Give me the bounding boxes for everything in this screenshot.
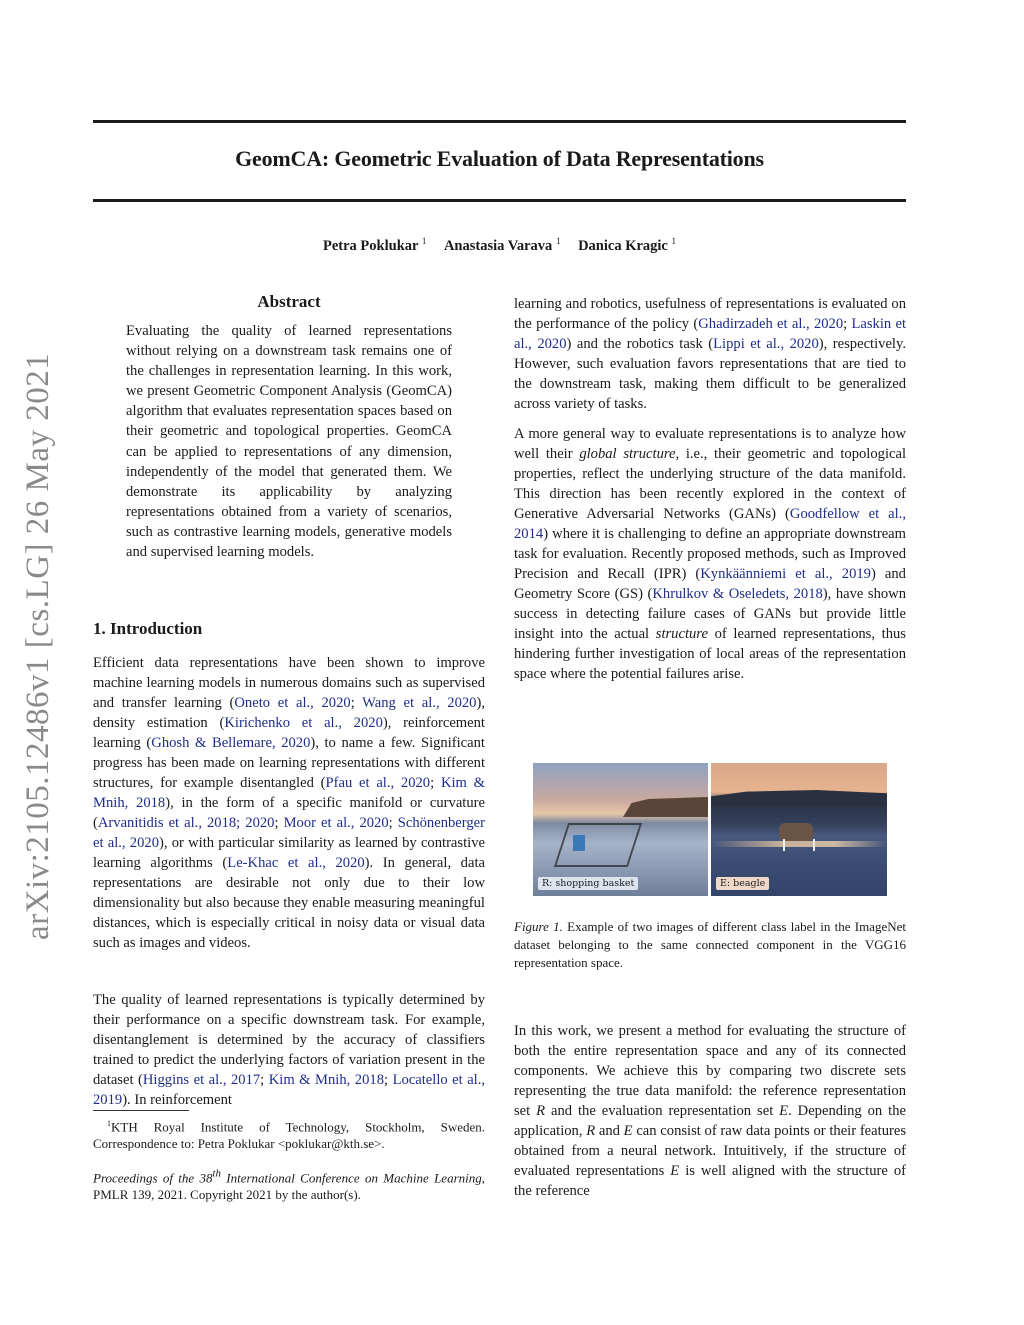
math-symbol: E bbox=[623, 1123, 633, 1139]
author-name: Anastasia Varava bbox=[443, 237, 553, 254]
citation-link[interactable]: Schönenberger et al., 2020 bbox=[93, 815, 485, 851]
citation-link[interactable]: Ghosh & Bellemare, 2020 bbox=[151, 735, 311, 751]
proceedings-venue-rest: International Conference on Machine Learning bbox=[220, 1170, 482, 1186]
affiliation-mark: 1 bbox=[555, 236, 561, 246]
emphasis: structure bbox=[655, 626, 708, 642]
footnote-affiliation bbox=[93, 1115, 485, 1152]
cart-basket-shape bbox=[573, 835, 585, 851]
author-2 bbox=[444, 238, 561, 254]
figure-label-reference: R: shopping basket bbox=[538, 877, 638, 890]
abstract-heading: Abstract bbox=[257, 292, 321, 311]
dog-legs-shape bbox=[783, 839, 815, 851]
citation-link[interactable]: Kim & Mnih, 2018 bbox=[93, 775, 485, 811]
citation-link[interactable]: Pfau et al., 2020 bbox=[325, 775, 431, 791]
affiliation-mark: 1 bbox=[421, 236, 427, 246]
figure-1 bbox=[533, 763, 887, 896]
footnote-mark: 1 bbox=[107, 1119, 111, 1128]
citation-link[interactable]: Higgins et al., 2017 bbox=[142, 1072, 261, 1088]
emphasis: global structure bbox=[579, 446, 676, 462]
citation-link[interactable]: Kynkäänniemi et al., 2019 bbox=[700, 566, 871, 582]
hill-shape bbox=[711, 790, 887, 806]
math-symbol: R bbox=[536, 1103, 546, 1119]
citation-link[interactable]: Le-Khac et al., 2020 bbox=[227, 855, 365, 871]
figure-number: Figure 1. bbox=[514, 919, 563, 934]
proceedings-copyright: , PMLR 139, 2021. Copyright 2021 by the author(s). bbox=[93, 1170, 485, 1203]
title-rule-bottom bbox=[93, 199, 906, 202]
proceedings-note bbox=[93, 1166, 485, 1203]
math-symbol: R bbox=[586, 1123, 596, 1139]
figure-caption bbox=[514, 918, 906, 972]
cliff-shape bbox=[623, 797, 708, 817]
citation-link[interactable]: Wang et al., 2020 bbox=[362, 695, 477, 711]
figure-image-beagle bbox=[711, 763, 887, 896]
citation-link[interactable]: Laskin et al., 2020 bbox=[514, 316, 907, 352]
citation-link[interactable]: Oneto et al., 2020 bbox=[234, 695, 351, 711]
proceedings-venue: Proceedings of the 38 bbox=[93, 1170, 213, 1186]
citation-link[interactable]: Goodfellow et al., 2014 bbox=[514, 506, 907, 542]
footnote-divider bbox=[93, 1110, 189, 1111]
math-symbol: E bbox=[779, 1103, 789, 1119]
citation-link[interactable]: Kirichenko et al., 2020 bbox=[224, 715, 383, 731]
figure-image-shopping-basket bbox=[533, 763, 708, 896]
citation-link[interactable]: Locatello et al., 2019 bbox=[93, 1072, 486, 1108]
footnote-text: KTH Royal Institute of Technology, Stockholm, Sweden. Correspondence to: Petra Poklukar <poklukar@kth.se>. bbox=[93, 1119, 485, 1152]
cart-shape bbox=[554, 823, 642, 867]
citation-link[interactable]: Kim & Mnih, 2018 bbox=[268, 1072, 384, 1088]
affiliation-mark: 1 bbox=[671, 236, 676, 246]
citation-link[interactable]: Ghadirzadeh et al., 2020 bbox=[698, 316, 844, 332]
section-heading-introduction: 1. Introduction bbox=[93, 619, 203, 638]
intro-paragraph-2: The quality of learned representations is typically determined by their performance on a specific downstream task. For example, disentanglement is determined by the accuracy of classifiers trained to predict the underlying factors of variation present in the dataset (Higgins et al., 2017; Kim & Mnih, 2018; Locatello et al., 2019). In reinforcement bbox=[93, 992, 486, 1108]
proceedings-sup: th bbox=[212, 1168, 221, 1180]
figure-label-evaluation: E: beagle bbox=[716, 877, 769, 890]
abstract-text: Evaluating the quality of learned representations without relying on a downstream task remains one of the challenges in representation learning. In this work, we present Geometric Component Analysis (GeomCA) algorithm that evaluates representation spaces based on their geometric and topological properties. GeomCA can be applied to representations of any dimension, independently of the model that generated them. We demonstrate its applicability by analyzing representations obtained from a variety of scenarios, such as contrastive learning models, generative models and supervised learning models. bbox=[126, 323, 452, 561]
author-list bbox=[93, 236, 906, 255]
paper-title: GeomCA: Geometric Evaluation of Data Representations bbox=[235, 146, 764, 171]
author-name: Danica Kragic bbox=[578, 237, 668, 254]
right-paragraph-1: learning and robotics, usefulness of representations is evaluated on the performance of the policy (Ghadirzadeh et al., 2020; Laskin et al., 2020) and the robotics task (Lippi et al., 2020), respectively. However, such evaluation favors representations that are tied to the downstream task, making them difficult to be generalized across variety of tasks. bbox=[514, 296, 907, 412]
citation-link[interactable]: Khrulkov & Oseledets, 2018 bbox=[652, 586, 823, 602]
math-symbol: E bbox=[670, 1163, 680, 1179]
caption-text: Example of two images of different class label in the ImageNet dataset belonging to the same connected component in the VGG16 representation space. bbox=[514, 919, 906, 970]
author-name: Petra Poklukar bbox=[323, 237, 419, 254]
title-rule-top bbox=[93, 120, 906, 123]
right-paragraph-2: A more general way to evaluate representations is to analyze how well their global structure, i.e., their geometric and topological properties, reflect the underlying structure of the data manifold. This direction has been recently explored in the context of Generative Adversarial Networks (GANs) (Goodfellow et al., 2014) where it is challenging to define an appropriate downstream task for evaluation. Recently proposed methods, such as Improved Precision and Recall (IPR) (Kynkäänniemi et al., 2019) and Geometry Score (GS) (Khrulkov & Oseledets, 2018), have shown success in detecting failure cases of GANs but provide little insight into the actual structure of learned representations, thus hindering further investigation of local areas of the representation space where the potential failures arise. bbox=[514, 426, 907, 682]
right-paragraph-3: In this work, we present a method for evaluating the structure of both the entire representation space and any of its connected components. We achieve this by comparing two discrete sets representing the true data manifold: the reference representation set R and the evaluation representation set E. Depending on the application, R and E can consist of raw data points or their features obtained from a neural network. Intuitively, if the structure of evaluated representations E is well aligned with the structure of the reference bbox=[514, 1023, 907, 1199]
arxiv-stamp[interactable]: arXiv:2105.12486v1 [cs.LG] 26 May 2021 bbox=[20, 352, 56, 940]
citation-link[interactable]: Lippi et al., 2020 bbox=[713, 336, 819, 352]
citation-link[interactable]: Moor et al., 2020 bbox=[283, 815, 389, 831]
citation-link[interactable]: Arvanitidis et al., 2018; 2020 bbox=[97, 815, 275, 831]
author-1 bbox=[323, 238, 426, 254]
intro-paragraph-1: Efficient data representations have been shown to improve machine learning models in numerous domains such as supervised and transfer learning (Oneto et al., 2020; Wang et al., 2020), density estimation (Kirichenko et al., 2020), reinforcement learning (Ghosh & Bellemare, 2020), to name a few. Significant progress has been made on learning representations with different structures, for example disentangled (Pfau et al., 2020; Kim & Mnih, 2018), in the form of a specific manifold or curvature (Arvanitidis et al., 2018; 2020; Moor et al., 2020; Schönenberger et al., 2020), or with particular similarity as learned by contrastive learning algorithms (Le-Khac et al., 2020). In general, data representations are desirable not only due to their low dimensionality but also because they enable measuring meaningful distances, which is especially critical in noisy data or visual data such as images and videos. bbox=[93, 655, 485, 951]
author-3 bbox=[578, 238, 676, 254]
